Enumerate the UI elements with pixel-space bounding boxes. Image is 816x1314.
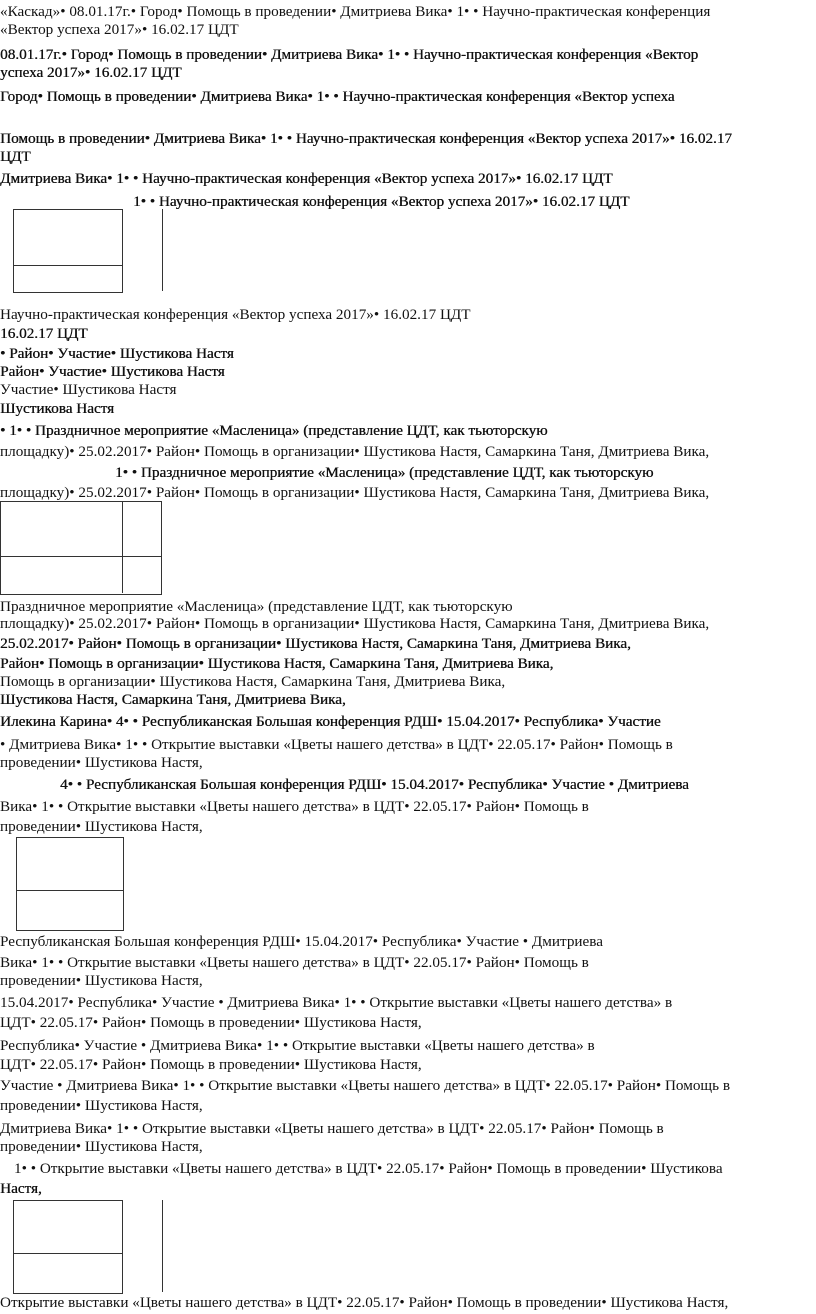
text-line: Город• Помощь в проведении• Дмитриева Вика• 1• • Научно-практическая конференция «Вектор успеха [0, 88, 675, 105]
text-line: Вика• 1• • Открытие выставки «Цветы нашего детства» в ЦДТ• 22.05.17• Район• Помощь в [0, 798, 589, 815]
table-frame [13, 209, 123, 293]
table-divider [16, 890, 124, 891]
text-line: ЦДТ• 22.05.17• Район• Помощь в проведении• Шустикова Настя, [0, 1014, 422, 1031]
text-line: ЦДТ [0, 148, 31, 165]
text-line: 1• • Праздничное мероприятие «Масленица» (представление ЦДТ, как тьюторскую [115, 464, 654, 481]
text-line: Настя, [0, 1180, 42, 1197]
text-line: Республиканская Большая конференция РДШ• 15.04.2017• Республика• Участие • Дмитриева [0, 933, 603, 950]
text-line: Республика• Участие • Дмитриева Вика• 1• • Открытие выставки «Цветы нашего детства» в [0, 1037, 595, 1054]
text-line: Район• Помощь в организации• Шустикова Настя, Самаркина Таня, Дмитриева Вика, [0, 655, 554, 672]
text-line: • Район• Участие• Шустикова Настя [0, 345, 234, 362]
text-line: 1• • Научно-практическая конференция «Вектор успеха 2017»• 16.02.17 ЦДТ [133, 193, 630, 210]
text-line: проведении• Шустикова Настя, [0, 1138, 203, 1155]
table-divider [162, 209, 163, 291]
text-line: • 1• • Праздничное мероприятие «Масленица» (представление ЦДТ, как тьюторскую [0, 422, 548, 439]
text-line: «Каскад»• 08.01.17г.• Город• Помощь в проведении• Дмитриева Вика• 1• • Научно-практическая конференция [0, 3, 711, 20]
text-line: Дмитриева Вика• 1• • Научно-практическая конференция «Вектор успеха 2017»• 16.02.17 ЦДТ [0, 170, 613, 187]
table-frame [0, 501, 162, 595]
text-line: ЦДТ• 22.05.17• Район• Помощь в проведении• Шустикова Настя, [0, 1056, 422, 1073]
text-line: успеха 2017»• 16.02.17 ЦДТ [0, 64, 182, 81]
text-line: Илекина Карина• 4• • Республиканская Большая конференция РДШ• 15.04.2017• Республика• Участие [0, 713, 661, 730]
table-divider [13, 1253, 123, 1254]
text-line: проведении• Шустикова Настя, [0, 818, 203, 835]
text-line: «Вектор успеха 2017»• 16.02.17 ЦДТ [0, 21, 239, 38]
table-divider [0, 556, 162, 557]
text-line: проведении• Шустикова Настя, [0, 754, 203, 771]
text-line: 15.04.2017• Республика• Участие • Дмитриева Вика• 1• • Открытие выставки «Цветы нашего детства» в [0, 994, 673, 1011]
text-line: Участие • Дмитриева Вика• 1• • Открытие выставки «Цветы нашего детства» в ЦДТ• 22.05.17• Район• Помощь в [0, 1077, 731, 1094]
table-divider [13, 265, 123, 266]
text-line: Научно-практическая конференция «Вектор успеха 2017»• 16.02.17 ЦДТ [0, 306, 471, 323]
text-line: Открытие выставки «Цветы нашего детства» в ЦДТ• 22.05.17• Район• Помощь в проведении• Шустикова Настя, [0, 1294, 729, 1311]
text-line: проведении• Шустикова Настя, [0, 972, 203, 989]
text-line: • Дмитриева Вика• 1• • Открытие выставки «Цветы нашего детства» в ЦДТ• 22.05.17• Район• Помощь в [0, 736, 673, 753]
text-line: площадку)• 25.02.2017• Район• Помощь в организации• Шустикова Настя, Самаркина Таня, Дмитриева Вика, [0, 615, 710, 632]
text-line: Помощь в проведении• Дмитриева Вика• 1• • Научно-практическая конференция «Вектор успеха 2017»• 16.02.17 [0, 130, 732, 147]
table-divider [122, 501, 123, 593]
text-line: 1• • Открытие выставки «Цветы нашего детства» в ЦДТ• 22.05.17• Район• Помощь в проведении• Шустикова [14, 1160, 723, 1177]
text-line: проведении• Шустикова Настя, [0, 1097, 203, 1114]
text-line: Шустикова Настя [0, 400, 115, 417]
text-line: Район• Участие• Шустикова Настя [0, 363, 225, 380]
table-divider [162, 1200, 163, 1292]
text-line: 25.02.2017• Район• Помощь в организации• Шустикова Настя, Самаркина Таня, Дмитриева Вика, [0, 635, 631, 652]
text-line: площадку)• 25.02.2017• Район• Помощь в организации• Шустикова Настя, Самаркина Таня, Дмитриева Вика, [0, 443, 710, 460]
text-line: Помощь в организации• Шустикова Настя, Самаркина Таня, Дмитриева Вика, [0, 673, 506, 690]
text-line: 16.02.17 ЦДТ [0, 325, 88, 342]
text-line: 4• • Республиканская Большая конференция РДШ• 15.04.2017• Республика• Участие • Дмитриева [60, 776, 689, 793]
table-frame [13, 1200, 123, 1294]
text-line: Участие• Шустикова Настя [0, 381, 177, 398]
text-line: Вика• 1• • Открытие выставки «Цветы нашего детства» в ЦДТ• 22.05.17• Район• Помощь в [0, 954, 589, 971]
text-line: Праздничное мероприятие «Масленица» (представление ЦДТ, как тьюторскую [0, 598, 513, 615]
text-line: Дмитриева Вика• 1• • Открытие выставки «Цветы нашего детства» в ЦДТ• 22.05.17• Район• Помощь в [0, 1120, 664, 1137]
text-line: 08.01.17г.• Город• Помощь в проведении• Дмитриева Вика• 1• • Научно-практическая конференция «Вектор [0, 46, 699, 63]
table-frame [16, 837, 124, 931]
text-line: Шустикова Настя, Самаркина Таня, Дмитриева Вика, [0, 691, 346, 708]
text-line: площадку)• 25.02.2017• Район• Помощь в организации• Шустикова Настя, Самаркина Таня, Дмитриева Вика, [0, 484, 710, 501]
